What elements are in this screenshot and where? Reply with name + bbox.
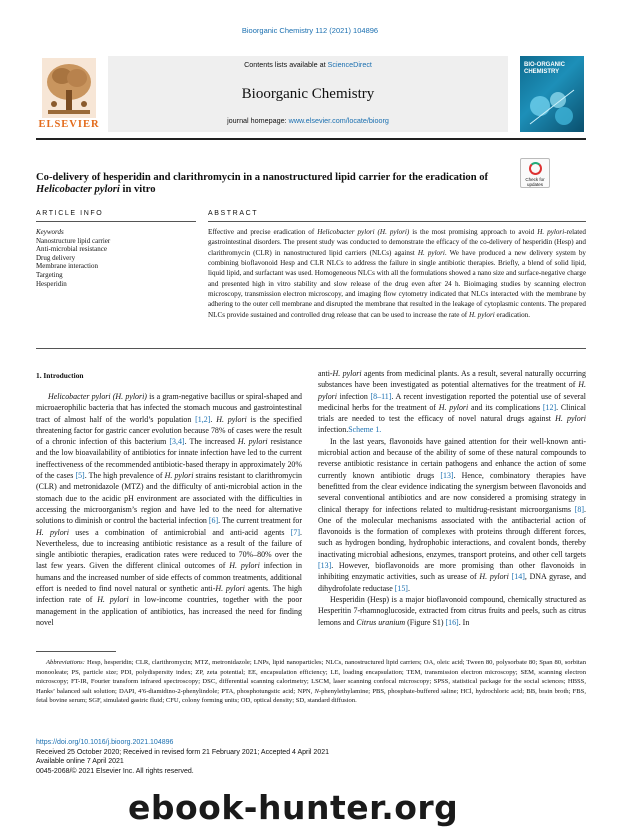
abstract-italic: Helicobacter pylori (H. pylori) — [317, 228, 410, 236]
article-title — [36, 172, 506, 196]
homepage-line — [108, 116, 508, 125]
journal-cover-image — [520, 56, 584, 132]
journal-reference-link[interactable]: Bioorganic Chemistry 112 (2021) 104896 — [241, 26, 379, 35]
abstract-text — [208, 227, 586, 320]
article-footer — [36, 738, 336, 776]
keywords-list — [36, 228, 196, 288]
abstract-segment: eradication. — [494, 310, 531, 319]
keywords-heading: Keywords — [36, 228, 64, 236]
journal-header-box — [108, 56, 508, 132]
received-dates: Received 25 October 2020; Received in revised form 21 February 2021; Accepted 4 April 2021 — [36, 748, 330, 756]
contents-line — [108, 60, 508, 69]
keyword-item: Drug delivery — [36, 253, 76, 262]
keyword-item: Targeting — [36, 270, 63, 279]
body-column-right: anti-H. pylori agents from medicinal plants. As a result, several naturally occurring substances have been investigated as potential alternatives for the treatment of H. pylori infection [8–11]. A recent investigation reported the potential use of several medicinal herbs for the treatment of H. pylori and its complications [12]. Clinical trials are needed to test the efficacy of novel natural drugs against H. pylori infection.Scheme 1. In the last years, flavonoids have gained attention for their well-known anti-microbial action and because of the ability of some of these natural compounds to reverse antibiotic resistance in certain pathogens and enhance the action of some currently known antibiotic drugs [13]. Hence, combinatory therapies have benefitted from the clear evidence indicating the synergism between flavonoids and several conventional antibiotics and are now considered a promising strategy in clinical therapy for infections related to multidrug-resistant microorganisms [8]. One of the molecular mechanisms associated with the antibacterial action of flavonoids is the formation of complexes with proteins through different forces, such as hydrogen bonding, hydrophobic interactions, and covalent bonds, thereby inactivating microbial adhesions, enzymes, transport proteins, and other cell targets [13]. However, bioflavonoids are more promising than other flavonoids in inhibiting enzymatic activities, such as urease of H. pylori [14], DNA gyrase, and dihydrofolate reductase [15]. Hesperidin (Hesp) is a major bioflavonoid compound, chemically structured as Hesperitin 7-rhamnoglucoside, extracted from citrus fruits and peels, such as citrus lemons and Citrus uranium (Figure S1) [16]. In — [318, 369, 586, 627]
journal-name: Bioorganic Chemistry — [241, 86, 375, 102]
watermark: ebook-hunter.org — [128, 788, 459, 827]
abstract-segment: -related gastrointestinal disorders. The present study was conducted to demonstrate the efficacy of the co-delivery of hesperidin (Hesp) and clarithromycin (CLR) in nanostructured lipid carriers (NLCs) against — [208, 228, 586, 257]
available-online: Available online 7 April 2021 — [36, 758, 124, 766]
doi-link[interactable]: https://doi.org/10.1016/j.bioorg.2021.104896 — [36, 739, 174, 746]
abstract-segment: . We have produced a new delivery system by combining bioflavonoid Hesp and CLR NLCs to address the failure in single antibiotic therapies. Briefly, a blend of solid lipid, liquid lipid, and surfactant was used. Homogeneous NLCs with all the formulations showed a nano size and surface-negative charge and presented high in vitro stability and slow release of the drug even after 24 h. Bioimaging studies by scanning electron microscopy, transmission electron microscopy, and imaging flow cytometry indicated that NLCs interacted with the membrane by adhering to the outer cell membrane and disrupted the membrane that resulted in the leakage of cytoplasmic contents. The prepared NLCs provide sustained and controlled drug release that can be used to increase the rate of — [208, 248, 586, 319]
abstract-italic: H. pylori — [537, 228, 565, 236]
abstract-bottom-rule — [36, 348, 586, 349]
sciencedirect-link[interactable]: ScienceDirect — [327, 60, 372, 69]
contents-prefix: Contents lists available at — [244, 60, 328, 69]
masthead — [36, 46, 586, 134]
cover-title: BIO-ORGANIC CHEMISTRY — [524, 62, 565, 75]
check-for-updates-icon — [529, 162, 542, 175]
abstract-italic: H. pylori — [417, 248, 445, 257]
publisher-wordmark: ELSEVIER — [38, 119, 100, 130]
footnote-rule — [36, 651, 116, 652]
title-end: in vitro — [119, 184, 156, 195]
abstract-heading: ABSTRACT — [208, 210, 259, 217]
cover-artwork-icon — [526, 84, 578, 128]
title-organism: Helicobacter pylori — [36, 184, 120, 195]
check-for-updates-button[interactable] — [520, 158, 550, 188]
article-info-heading: ARTICLE INFO — [36, 210, 104, 217]
keyword-item: Hesperidin — [36, 279, 67, 288]
abstract-segment: Effective and precise eradication of — [208, 228, 318, 236]
keyword-item: Membrane interaction — [36, 262, 99, 271]
header-rule — [36, 138, 586, 140]
copyright: 0045-2068/© 2021 Elsevier Inc. All rights reserved. — [36, 767, 194, 775]
title-text: Co-delivery of hesperidin and clarithromycin in a nanostructured lipid carrier for the eradication of — [36, 172, 489, 183]
introduction-heading: 1. Introduction — [36, 371, 84, 380]
homepage-link[interactable]: www.elsevier.com/locate/bioorg — [288, 116, 389, 125]
body-column-left: Helicobacter pylori (H. pylori) is a gram-negative bacillus or spiral-shaped and microaerophilic bacteria that has infected the stomach mucous and gastrointestinal tract of almost half of the world’s population [1,2]. H. pylori is the specified threatening factor for gastric cancer evolution because 78% of cases were the result of a chronic infection of this bacterium [3,4]. The increased H. pylori resistance and the low bioavailability of antibiotics for innate infection have led to the current ineffectiveness of the recommended antibiotic-based therapy in approximately 20% of the cases [5]. The high prevalence of H. pylori strains resistant to clarithromycin (CLR) and metronidazole (MTZ) and the difficulty of anti-microbial action in the stomach due to the acidic pH environment are associated with the difficulties in accessing the microorganism’s region and have led to the need for alternative solutions to diminish or control the bacterial infection [6]. The current treatment for H. pylori uses a combination of antimicrobial and anti-acid agents [7]. Nevertheless, due to increasing antibiotic resistance as a result of the failure of single antibiotic therapies, eradication rates were reduced to 70%–80% over the last few years. Given the different clinical outcomes of H. pylori infection in humans and the increased number of side effects of common treatments, additional effort is needed to find novel natural or synthetic anti-H. pylori agents. The high infection rate of H. pylori in low-income countries, together with the poor management in the application of antibiotics, has increased the need for finding novel — [36, 392, 303, 627]
homepage-prefix: journal homepage: — [227, 116, 289, 125]
abstract-rule — [208, 221, 586, 222]
abstract-italic: H. pylori — [468, 310, 495, 319]
abbreviations-footnote: Abbreviations: Hesp, hesperidin; CLR, clarithromycin; MTZ, metronidazole; LNPs, lipid nanoparticles; NLCs, nanostructured lipid carriers; OA, oleic acid; Tween 80, polysorbate 80; Span 80, sorbitan monooleate; PS, particle size; PDI, polydispersity index; ZP, zeta potential; EE, encapsulation efficiency; LE, loading encapsulation; TEM, transmission electron microscopy; SEM, scanning electron microscopy; FT-IR, Fourier transform infrared spectroscopy; DSC, differential scanning calorimetry; LSCM, laser scanning confocal microscopy; SPSS, statistical package for the social sciences; HBSS, Hanks’ balanced salt solution; DAPI, 4′6-diamidino-2-phenylindole; PTA, phosphotungstic acid; NPN, N-phenylethylamine; PBS, phosphate-buffered saline; HCl, hydrochloric acid; BB, brain broth; FBS, fetal bovine serum; SGF, simulated gastric fluid; CFU, colony forming units; OD, optical density; SD, standard diffusion. — [36, 659, 586, 705]
check-for-updates-label: Check for updates — [525, 177, 545, 187]
abstract-segment: is the most promising approach to avoid — [409, 228, 538, 236]
keyword-item: Nanostructure lipid carrier — [36, 236, 111, 245]
article-info-rule — [36, 221, 196, 222]
keyword-item: Anti-microbial resistance — [36, 245, 107, 254]
